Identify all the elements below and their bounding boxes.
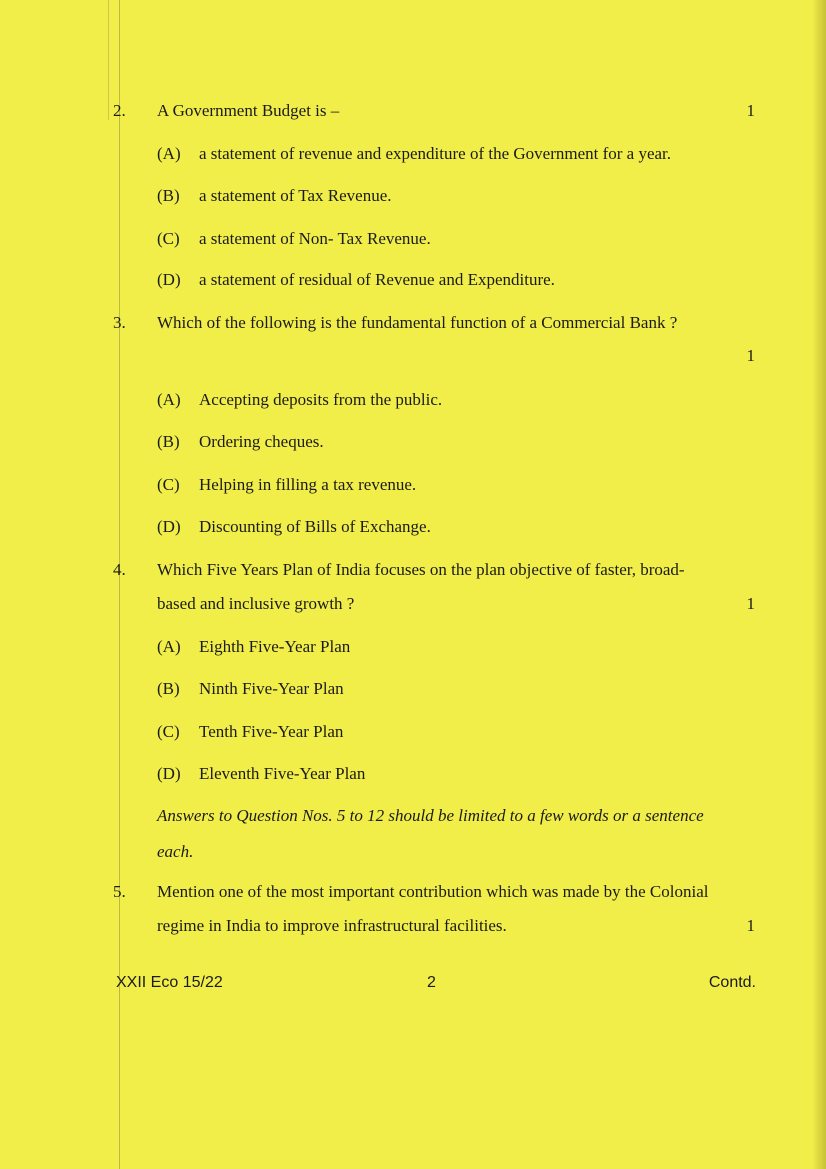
question-number: 5. <box>113 882 126 901</box>
instruction-line2: each. <box>157 842 194 861</box>
option-text: Ninth Five-Year Plan <box>199 679 344 698</box>
option-label: (A) <box>157 390 181 409</box>
question-text-line2: regime in India to improve infrastructural facilities. <box>157 916 507 935</box>
option-text: a statement of revenue and expenditure of the Government for a year. <box>199 144 672 163</box>
question-text-line2: based and inclusive growth ? <box>157 594 355 613</box>
question-marks: 1 <box>746 101 755 120</box>
question-number: 4. <box>113 560 126 579</box>
option-label: (C) <box>157 475 180 494</box>
question-text: A Government Budget is – <box>157 101 340 120</box>
option-text: Discounting of Bills of Exchange. <box>199 517 431 536</box>
paper-code: XXII Eco 15/22 <box>116 974 223 991</box>
option-text: Accepting deposits from the public. <box>199 390 443 409</box>
question-number: 3. <box>113 313 126 332</box>
margin-line-secondary <box>108 0 109 120</box>
question-text-line1: Mention one of the most important contribution which was made by the Colonial <box>157 882 709 901</box>
option-text: Tenth Five-Year Plan <box>199 722 344 741</box>
option-text: Eighth Five-Year Plan <box>199 637 351 656</box>
option-label: (D) <box>157 270 181 289</box>
question-marks: 1 <box>746 346 755 365</box>
option-text: a statement of Tax Revenue. <box>199 186 392 205</box>
option-text: Ordering cheques. <box>199 432 324 451</box>
question-number: 2. <box>113 101 126 120</box>
question-text-line1: Which Five Years Plan of India focuses on the plan objective of faster, broad- <box>157 560 685 579</box>
page-edge-shadow <box>812 0 826 1169</box>
option-label: (B) <box>157 432 180 451</box>
option-label: (C) <box>157 722 180 741</box>
option-label: (A) <box>157 637 181 656</box>
option-text: a statement of residual of Revenue and Expenditure. <box>199 270 555 289</box>
question-text: Which of the following is the fundamental function of a Commercial Bank ? <box>157 313 678 332</box>
option-label: (C) <box>157 229 180 248</box>
option-label: (D) <box>157 517 181 536</box>
option-text: Helping in filling a tax revenue. <box>199 475 417 494</box>
option-label: (B) <box>157 186 180 205</box>
continued-label: Contd. <box>708 974 756 991</box>
option-text: a statement of Non- Tax Revenue. <box>199 229 431 248</box>
instruction-line1: Answers to Question Nos. 5 to 12 should be limited to a few words or a sentence <box>157 806 704 825</box>
option-label: (B) <box>157 679 180 698</box>
margin-line <box>119 0 120 1169</box>
option-text: Eleventh Five-Year Plan <box>199 764 366 783</box>
option-label: (A) <box>157 144 181 163</box>
question-marks: 1 <box>746 594 755 613</box>
page-number: 2 <box>427 974 436 991</box>
option-label: (D) <box>157 764 181 783</box>
question-marks: 1 <box>746 916 755 935</box>
